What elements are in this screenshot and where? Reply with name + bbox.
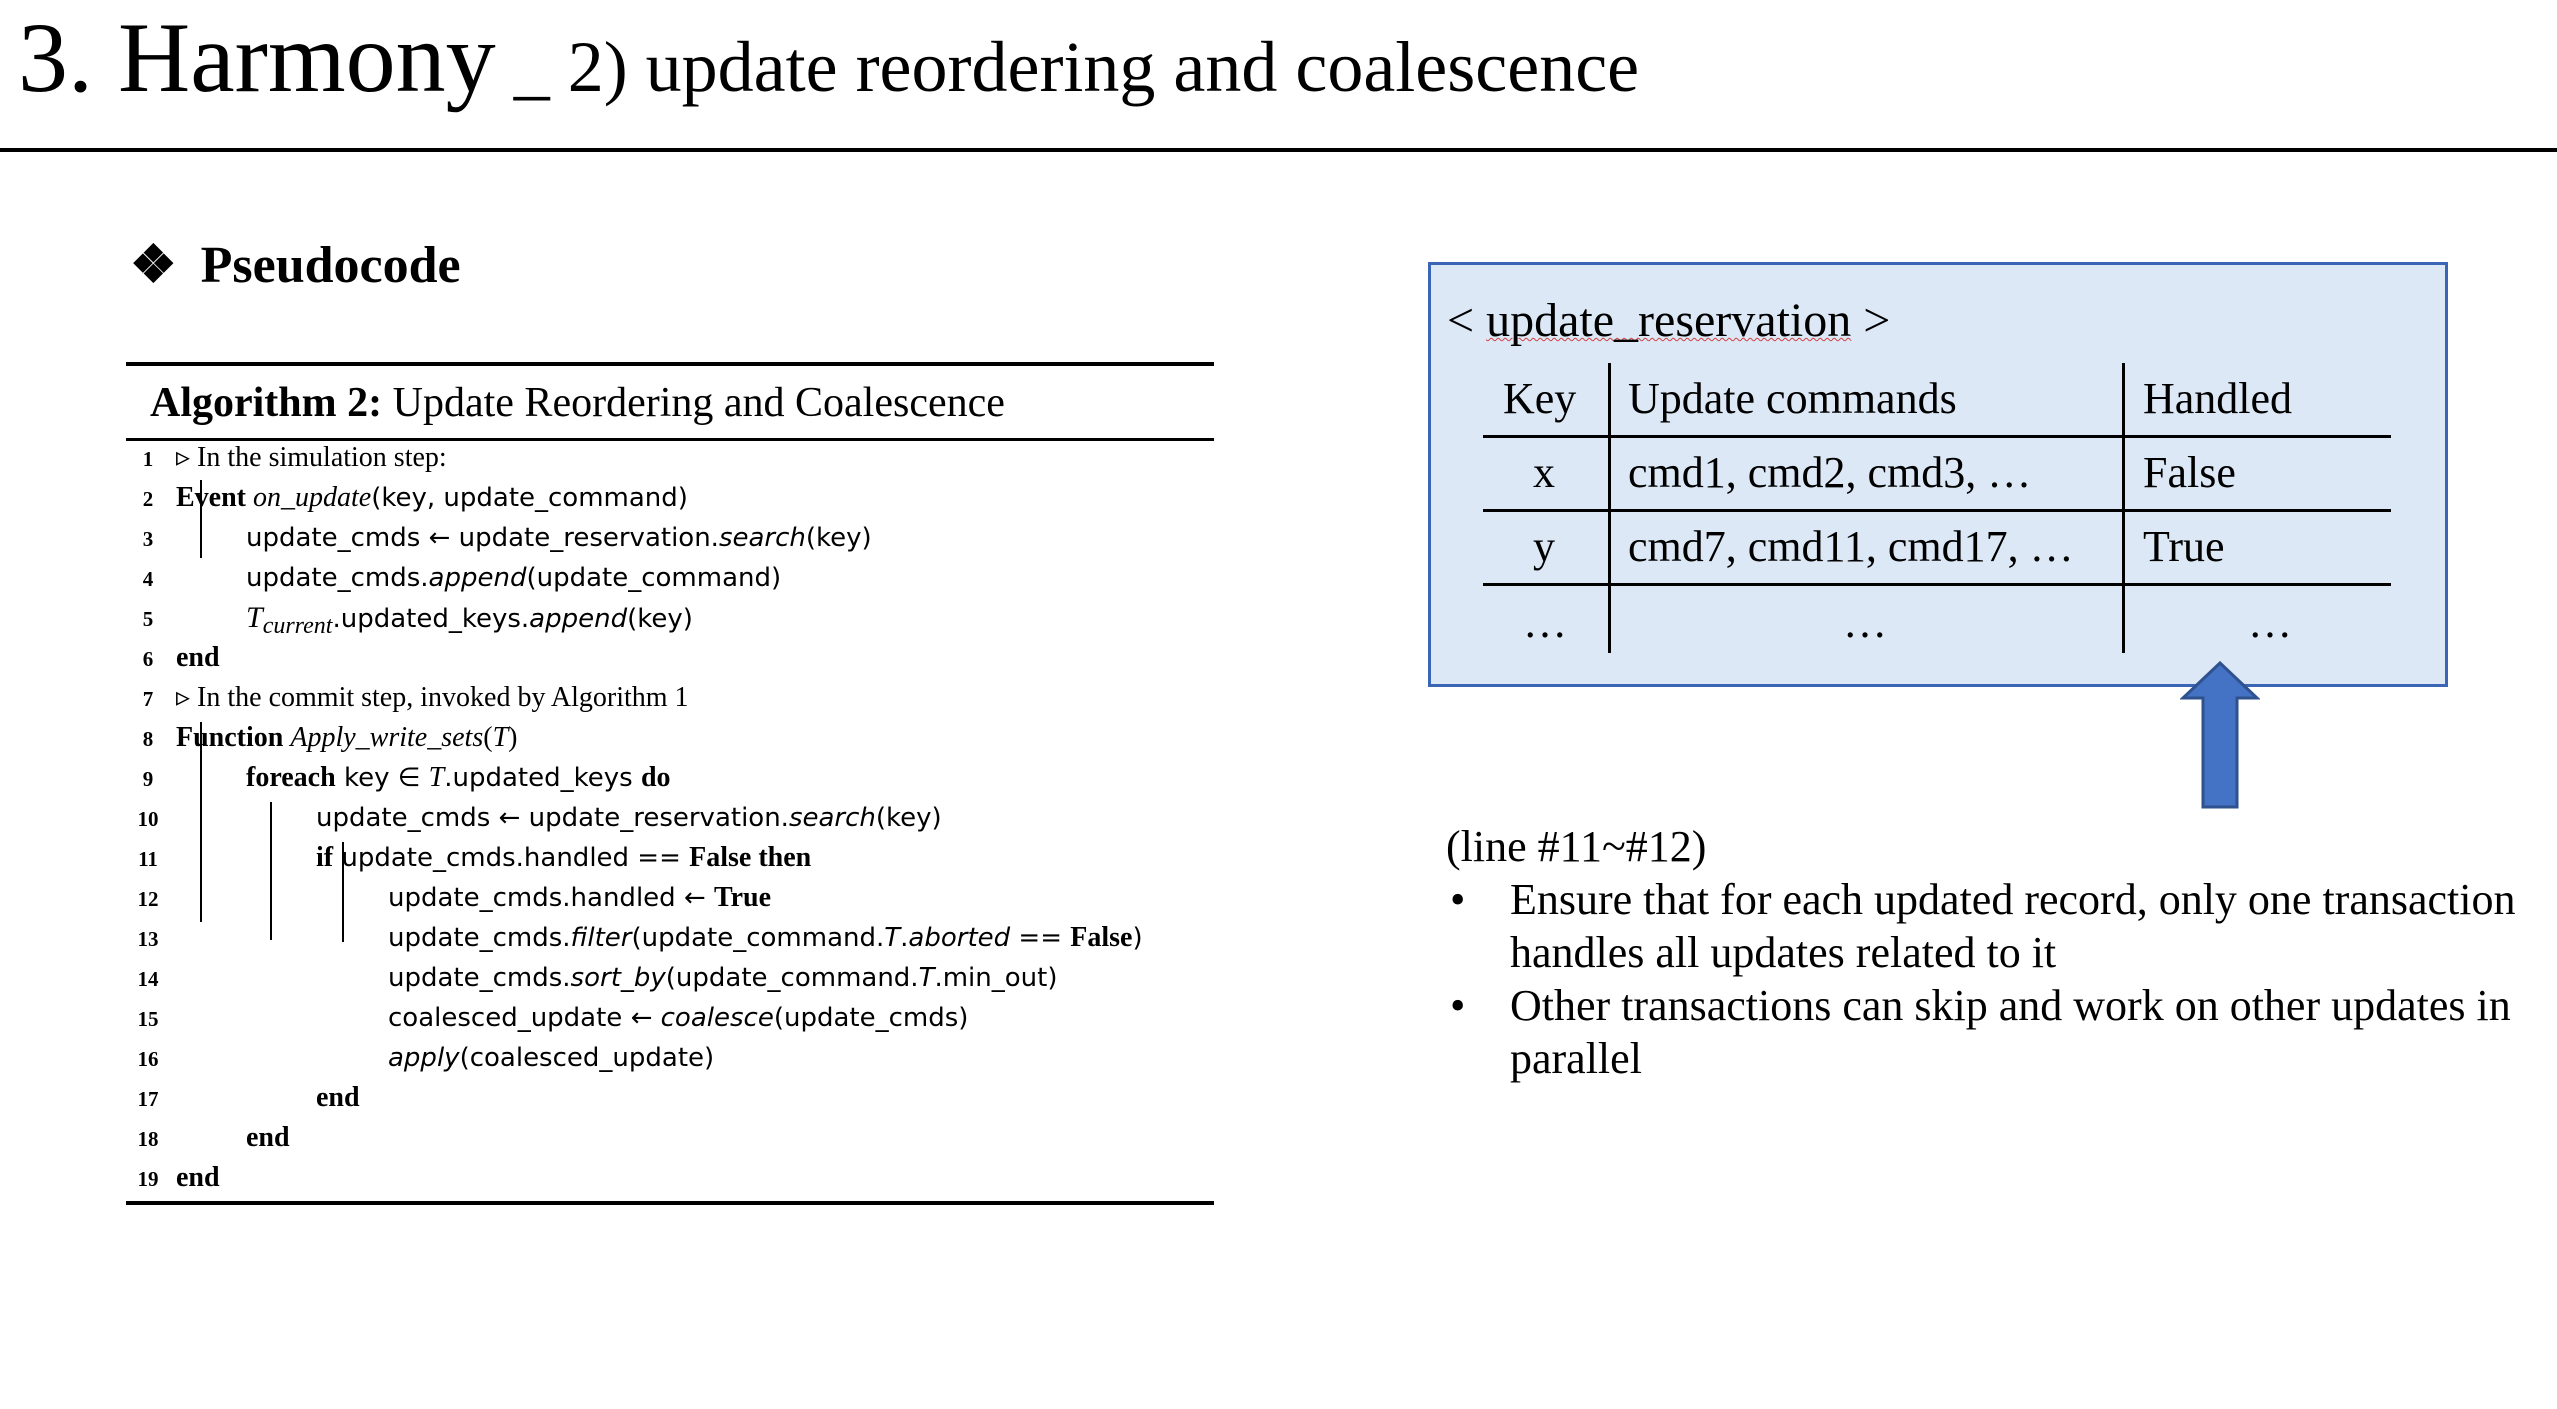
notes-intro: (line #11~#12) [1446,822,1707,871]
diamond-bullet-icon: ❖ [130,237,177,294]
table-header-key: Key [1503,374,1577,423]
up-arrow-icon [2180,660,2260,810]
table-header-handled: Handled [2143,374,2293,423]
slide-title-main: 3. Harmony [18,2,496,113]
algorithm-line: 17 end [137,1082,360,1113]
table-rule [1483,583,2391,586]
notes [1446,820,2546,1085]
panel-title-name: update_reservation [1486,294,1852,347]
algorithm-line: 13 update_cmds.filter(update_command.T.aborted == False) [137,922,1143,953]
algorithm-line: 4 update_cmds.append(update_command) [142,563,782,593]
algorithm-name: Update Reordering and Coalescence [392,380,1005,426]
update-reservation-panel [1428,262,2448,687]
algorithm-line: 14 update_cmds.sort_by(update_command.T.min_out) [137,963,1058,993]
table-cell-handled: True [2143,522,2225,571]
table-header-commands: Update commands [1628,374,1957,423]
table-column-rule [2122,363,2125,653]
algorithm-caption [126,366,1214,438]
algorithm-line: 18 end [137,1122,290,1153]
algorithm-label: Algorithm 2: [150,380,383,426]
algorithm-line: 16 apply(coalesced_update) [137,1043,715,1073]
algorithm-line: 5 $T_{current}.updated\_keys.append(key)$ [142,601,693,640]
slide-title [18,0,1639,115]
algorithm-box [126,362,1214,1193]
table-cell-key: y [1533,522,1555,571]
algorithm-line: 11 if update_cmds.handled == False then [138,842,812,873]
bullet-icon: • [1450,981,1466,1030]
algorithm-line: 6 end [142,642,220,673]
nesting-bar [270,802,272,940]
algorithm-line: 8 Function Apply_write_sets(T) [142,722,518,753]
title-divider [0,148,2557,152]
algorithm-line: 1 ▹ In the simulation step: [142,442,447,473]
table-cell-commands: … [1843,598,1887,647]
algorithm-bottom-rule [126,1201,1214,1205]
section-heading [130,235,461,295]
algorithm-line: 19 end [137,1162,220,1193]
algorithm-line: 15 coalesced_update ← coalesce(update_cmds) [137,1003,969,1033]
algorithm-lines [126,438,1214,1198]
algorithm-line: 7 ▹ In the commit step, invoked by Algorithm 1 [142,682,689,713]
table-cell-key: x [1533,448,1555,497]
slide-title-sub: _ 2) update reordering and coalescence [495,27,1640,107]
notes-list [1446,873,2546,1085]
list-item: • Other transactions can skip and work on other updates in parallel [1450,981,2511,1083]
algorithm-line: 12 update_cmds.handled ← True [137,882,772,913]
table-cell-handled: False [2143,448,2236,497]
algorithm-line: 9 foreach key ∈ T.updated_keys do [142,762,671,793]
bullet-icon: • [1450,875,1466,924]
reservation-table [1483,363,2391,660]
table-cell-key: … [1523,598,1567,647]
table-cell-commands: cmd7, cmd11, cmd17, … [1628,522,2074,571]
section-label: Pseudocode [200,237,461,294]
algorithm-line: 2 Event on_update(key, update_command) [142,482,688,513]
panel-title: < update_reservation > [1447,294,1891,347]
algorithm-line: 10 update_cmds ← update_reservation.search(key) [137,803,942,833]
table-cell-commands: cmd1, cmd2, cmd3, … [1628,448,2032,497]
algorithm-line: 3 update_cmds ← update_reservation.search(key) [142,523,872,553]
table-column-rule [1608,363,1611,653]
table-cell-handled: … [2248,598,2292,647]
list-item: • Ensure that for each updated record, only one transaction handles all updates related to it [1450,875,2516,977]
